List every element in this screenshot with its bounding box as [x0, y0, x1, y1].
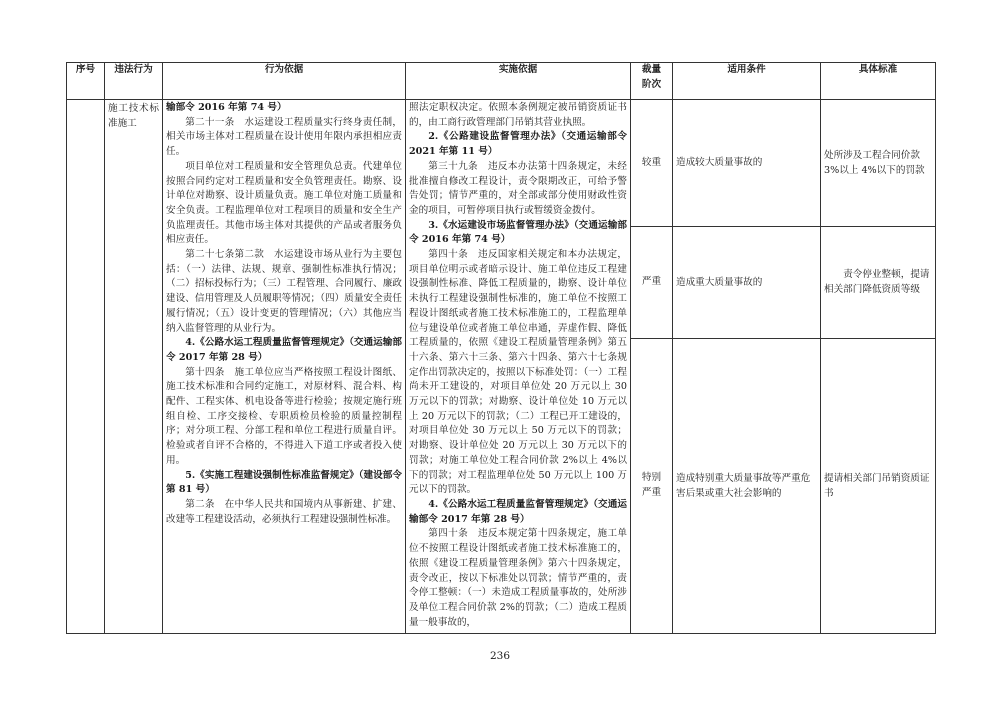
- header-violation: 违法行为: [105, 63, 163, 100]
- implementation-paragraph: 第四十条 违反国家相关规定和本办法规定，项目单位明示或者暗示设计、施工单位违反工程建设强制性标准、降低工程质量的，勘察、设计单位未执行工程建设强制性标准的，施工单位不按照工程设计图纸或者施工技术标准施工的，工程监理单位与建设单位或者施工单位串通，弄虚作假、降低工程质量的，依照《建设工程质量管理条例》第五十六条、第六十三条、第六十四条、第六十七条规定作出罚款决定的，按照以下标准处罚：（一）工程尚未开工建设的，对项目单位处 20 万元以上 30 万元以下的罚款；对勘察、设计单位处 10 万元以上 20 万元以下的罚款；（二）工程已开工建设的，对项目单位处 30 万元以上 50 万元以下的罚款；对勘察、设计单位处 20 万元以上 30 万元以下的罚款；对施工单位处工程合同价款 2%以上 4%以下的罚款；对工程监理单位处 50 万元以上 100 万元以下的罚款。: [409, 249, 627, 496]
- implementation-text: [406, 100, 630, 630]
- implementation-paragraph: 2.《公路建设监督管理办法》（交通运输部令 2021 年第 11 号）: [409, 131, 627, 158]
- basis-paragraph: 项目单位对工程质量和安全管理负总责。代建单位按照合同约定对工程质量和安全负管理责任。勘察、设计单位对勘察、设计质量负责。施工单位对施工质量和安全负责。工程监理单位对工程项目的质量和安全生产负监理责任。其他市场主体对其提供的产品或者服务负相应责任。: [166, 160, 402, 246]
- tier-level-3: 特别 严重: [631, 339, 673, 634]
- tier-standard-2: 责令停业整顿，提请相关部门降低资质等级: [821, 227, 936, 339]
- basis-paragraph: 5.《实施工程建设强制性标准监督规定》（建设部令第 81 号）: [166, 469, 402, 496]
- tier-level-1: 较重: [631, 100, 673, 227]
- basis-paragraph: 输部令 2016 年第 74 号）: [166, 102, 287, 113]
- violation-text: 施工技术标准施工: [108, 103, 159, 129]
- implementation-paragraph: 第四十条 违反本规定第十四条规定，施工单位不按照工程设计图纸或者施工技术标准施工的，依照《建设工程质量管理条例》第六十四条规定，责令改正，按以下标准处以罚款；情节严重的，责令停工整顿：（一）未造成工程质量事故的，处所涉及单位工程合同价款 2%的罚款；（二）造成工程质量一般事故的，: [409, 528, 627, 628]
- basis-paragraph: 第十四条 施工单位应当严格按照工程设计图纸、施工技术标准和合同约定施工，对原材料、混合料、构配件、工程实体、机电设备等进行检验；按规定施行班组自检、工序交接检、专职质检员检验的质量控制程序；对分项工程、分部工程和单位工程进行质量自评。检验或者自评不合格的，不得进入下道工序或者投入使用。: [166, 366, 402, 466]
- tier-standard-1: 处所涉及工程合同价款 3%以上 4%以下的罚款: [821, 100, 936, 227]
- basis-paragraph: 第二条 在中华人民共和国境内从事新建、扩建、改建等工程建设活动，必须执行工程建设强制性标准。: [166, 498, 402, 525]
- page-number: 236: [489, 650, 511, 662]
- tier-condition-1: 造成较大质量事故的: [673, 100, 821, 227]
- basis-paragraph: 4.《公路水运工程质量监督管理规定》（交通运输部令 2017 年第 28 号）: [166, 337, 402, 363]
- header-basis: 行为依据: [163, 63, 406, 100]
- header-level: 裁量 阶次: [631, 63, 673, 100]
- table-row: [67, 100, 936, 227]
- basis-paragraph: 第二十七条第二款 水运建设市场从业行为主要包括：（一）法律、法规、规章、强制性标准执行情况；（二）招标投标行为；（三）工程管理、合同履行、廉政建设、信用管理及人员履职等情况；（四）质量安全责任履行情况；（五）设计变更的管理情况；（六）其他应当纳入监督管理的从业行为。: [166, 249, 402, 334]
- violation-cell: [105, 100, 163, 634]
- implementation-paragraph: 照法定职权决定。依照本条例规定被吊销资质证书的，由工商行政管理部门吊销其营业执照。: [409, 102, 627, 128]
- tier-condition-2: 造成重大质量事故的: [673, 227, 821, 339]
- tier-standard-3: 提请相关部门吊销资质证书: [821, 339, 936, 634]
- basis-text: [163, 100, 405, 527]
- header-seq: 序号: [67, 63, 105, 100]
- seq-cell: [67, 100, 105, 634]
- tier-level-2: 严重: [631, 227, 673, 339]
- implementation-paragraph: 第三十九条 违反本办法第十四条规定，未经批准擅自修改工程设计，责令限期改正，可给予警告处罚；情节严重的，对全部或部分使用财政性资金的项目，可暂停项目执行或暂缓资金拨付。: [409, 160, 627, 216]
- implementation-paragraph: 4.《公路水运工程质量监督管理规定》（交通运输部令 2017 年第 28 号）: [409, 498, 627, 525]
- header-condition: 适用条件: [673, 63, 821, 100]
- header-standard: 具体标准: [821, 63, 936, 100]
- regulation-table: [66, 62, 936, 634]
- implementation-cell: [406, 100, 631, 634]
- table-header-row: [67, 63, 936, 100]
- header-implementation: 实施依据: [406, 63, 631, 100]
- basis-paragraph: 第二十一条 水运建设工程质量实行终身责任制，相关市场主体对工程质量在设计使用年限内承担相应责任。: [166, 116, 402, 158]
- implementation-paragraph: 3.《水运建设市场监督管理办法》（交通运输部令 2016 年第 74 号）: [409, 219, 627, 246]
- basis-cell: [163, 100, 406, 634]
- tier-condition-3: 造成特别重大质量事故等严重危害后果或重大社会影响的: [673, 339, 821, 634]
